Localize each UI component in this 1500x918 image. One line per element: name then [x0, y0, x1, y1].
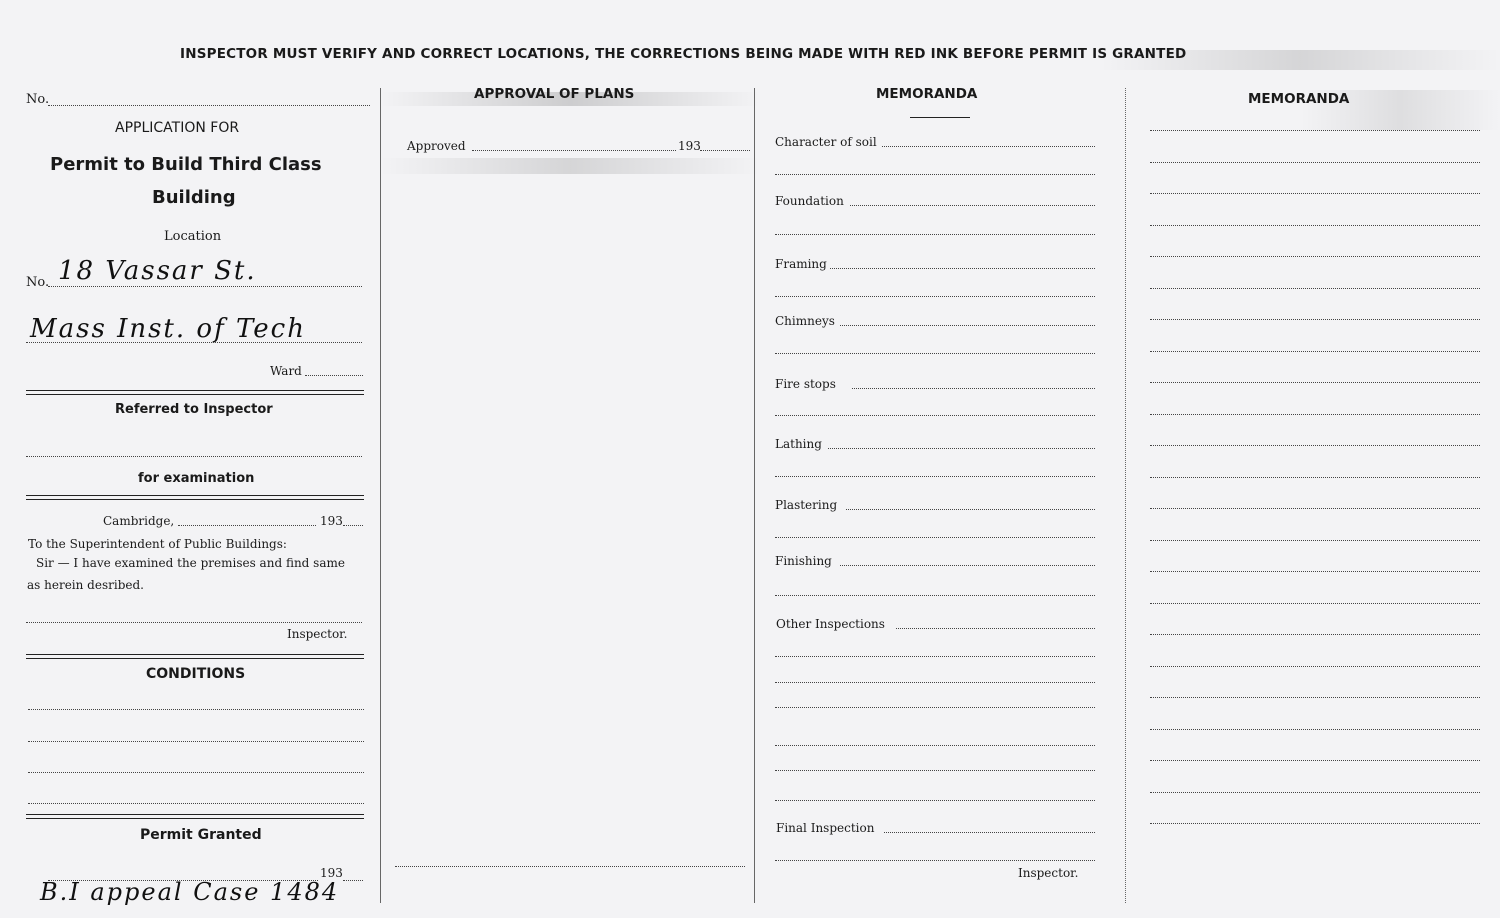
memo-line — [775, 415, 1095, 416]
conditions-line — [28, 709, 364, 710]
memo-line — [775, 353, 1095, 354]
memo2-line — [1150, 225, 1480, 226]
memoranda-heading-2: MEMORANDA — [1248, 91, 1350, 107]
memo-line — [884, 832, 1095, 833]
cambridge-line — [178, 525, 316, 526]
memo-line — [775, 537, 1095, 538]
memo2-line — [1150, 634, 1480, 635]
memo-line — [896, 628, 1095, 629]
location-label: Location — [164, 229, 222, 244]
memo-line — [775, 174, 1095, 175]
application-for: APPLICATION FOR — [115, 120, 240, 136]
memo-line — [775, 656, 1095, 657]
inspector-sign-line — [26, 622, 362, 623]
memo-line — [775, 860, 1095, 861]
location-no-line — [48, 286, 362, 287]
memo2-line — [1150, 162, 1480, 163]
memo-item-chimneys: Chimneys — [775, 314, 835, 328]
memo2-line — [1150, 414, 1480, 415]
form-title-line2: Building — [152, 187, 236, 208]
memo-line — [852, 388, 1095, 389]
memo-line — [775, 476, 1095, 477]
memo-line — [775, 234, 1095, 235]
memoranda-underline — [910, 117, 970, 118]
memo2-line — [1150, 823, 1480, 824]
memo-line — [775, 595, 1095, 596]
memo2-line — [1150, 792, 1480, 793]
memo-line — [828, 448, 1095, 449]
memo-line — [840, 565, 1095, 566]
permit-year-line — [343, 880, 363, 881]
memo-item-lathing: Lathing — [775, 437, 822, 451]
memo2-line — [1150, 351, 1480, 352]
form-title-line1: Permit to Build Third Class — [50, 154, 322, 175]
cambridge-label: Cambridge, — [103, 514, 175, 528]
conditions-line — [28, 803, 364, 804]
column-divider — [380, 88, 381, 903]
memo2-line — [1150, 193, 1480, 194]
sir-line2: as herein desribed. — [27, 578, 144, 592]
memo2-line — [1150, 477, 1480, 478]
location-no-label: No. — [26, 275, 50, 290]
memo-line — [850, 205, 1095, 206]
cambridge-year-line — [343, 525, 363, 526]
memo2-line — [1150, 319, 1480, 320]
location-line-2 — [26, 342, 362, 343]
scan-smudge — [380, 158, 760, 174]
memo-line — [882, 146, 1095, 147]
memo-line — [775, 296, 1095, 297]
no-label: No. — [26, 92, 50, 107]
column-divider — [754, 88, 755, 903]
memo2-line — [1150, 540, 1480, 541]
memo2-line — [1150, 382, 1480, 383]
inspector-label: Inspector. — [287, 627, 348, 641]
memo2-line — [1150, 666, 1480, 667]
location-street-handwritten: 18 Vassar St. — [58, 256, 257, 286]
memo-line — [775, 745, 1095, 746]
conditions-line — [28, 741, 364, 742]
memo2-line — [1150, 288, 1480, 289]
memo-line — [775, 707, 1095, 708]
ward-label: Ward — [270, 364, 302, 378]
approved-year: 193 — [678, 139, 701, 153]
no-line — [48, 105, 370, 106]
referred-to-inspector: Referred to Inspector — [115, 402, 273, 417]
memo2-line — [1150, 697, 1480, 698]
memo2-line — [1150, 760, 1480, 761]
section-rule — [26, 495, 364, 500]
sir-line1: Sir — I have examined the premises and find same — [36, 556, 345, 570]
memoranda-heading-1: MEMORANDA — [876, 86, 978, 102]
memo2-line — [1150, 256, 1480, 257]
memo2-line — [1150, 729, 1480, 730]
memo-inspector-label: Inspector. — [1018, 866, 1079, 880]
section-rule — [26, 654, 364, 659]
form-header: INSPECTOR MUST VERIFY AND CORRECT LOCATIONS, THE CORRECTIONS BEING MADE WITH RED INK BEFORE PERMIT IS GRANTED — [180, 46, 1187, 62]
section-rule — [26, 814, 364, 819]
memo-line — [775, 770, 1095, 771]
approval-bottom-line — [395, 866, 745, 867]
section-rule — [26, 390, 364, 395]
permit-granted-year: 193 — [320, 866, 343, 880]
memo-item-final-inspection: Final Inspection — [776, 821, 875, 835]
referred-line — [26, 456, 362, 457]
approval-heading: APPROVAL OF PLANS — [474, 86, 635, 102]
ward-line — [305, 375, 363, 376]
to-superintendent: To the Superintendent of Public Buildings: — [28, 537, 287, 551]
memo-item-fire-stops: Fire stops — [775, 377, 836, 391]
approved-year-line — [700, 150, 750, 151]
conditions-heading: CONDITIONS — [146, 666, 246, 682]
memo-line — [846, 509, 1095, 510]
memo-item-character-of-soil: Character of soil — [775, 135, 877, 149]
memo-item-foundation: Foundation — [775, 194, 844, 208]
memo2-line — [1150, 445, 1480, 446]
memo-line — [775, 682, 1095, 683]
memo-line — [830, 268, 1095, 269]
memo2-line — [1150, 603, 1480, 604]
memo-line — [775, 800, 1095, 801]
column-divider — [1125, 88, 1126, 903]
appeal-case-handwritten: B.I appeal Case 1484 — [40, 878, 340, 906]
approved-line — [472, 150, 676, 151]
memo-item-other-inspections: Other Inspections — [776, 617, 885, 631]
memo2-line — [1150, 508, 1480, 509]
memo-line — [840, 325, 1095, 326]
memo2-line — [1150, 571, 1480, 572]
location-owner-handwritten: Mass Inst. of Tech — [30, 314, 306, 344]
memo-item-framing: Framing — [775, 257, 827, 271]
for-examination: for examination — [138, 471, 255, 486]
permit-granted: Permit Granted — [140, 827, 262, 843]
memo-item-finishing: Finishing — [775, 554, 832, 568]
conditions-line — [28, 772, 364, 773]
approved-label: Approved — [407, 139, 466, 153]
memo-item-plastering: Plastering — [775, 498, 838, 512]
cambridge-year: 193 — [320, 514, 343, 528]
memo2-line — [1150, 130, 1480, 131]
